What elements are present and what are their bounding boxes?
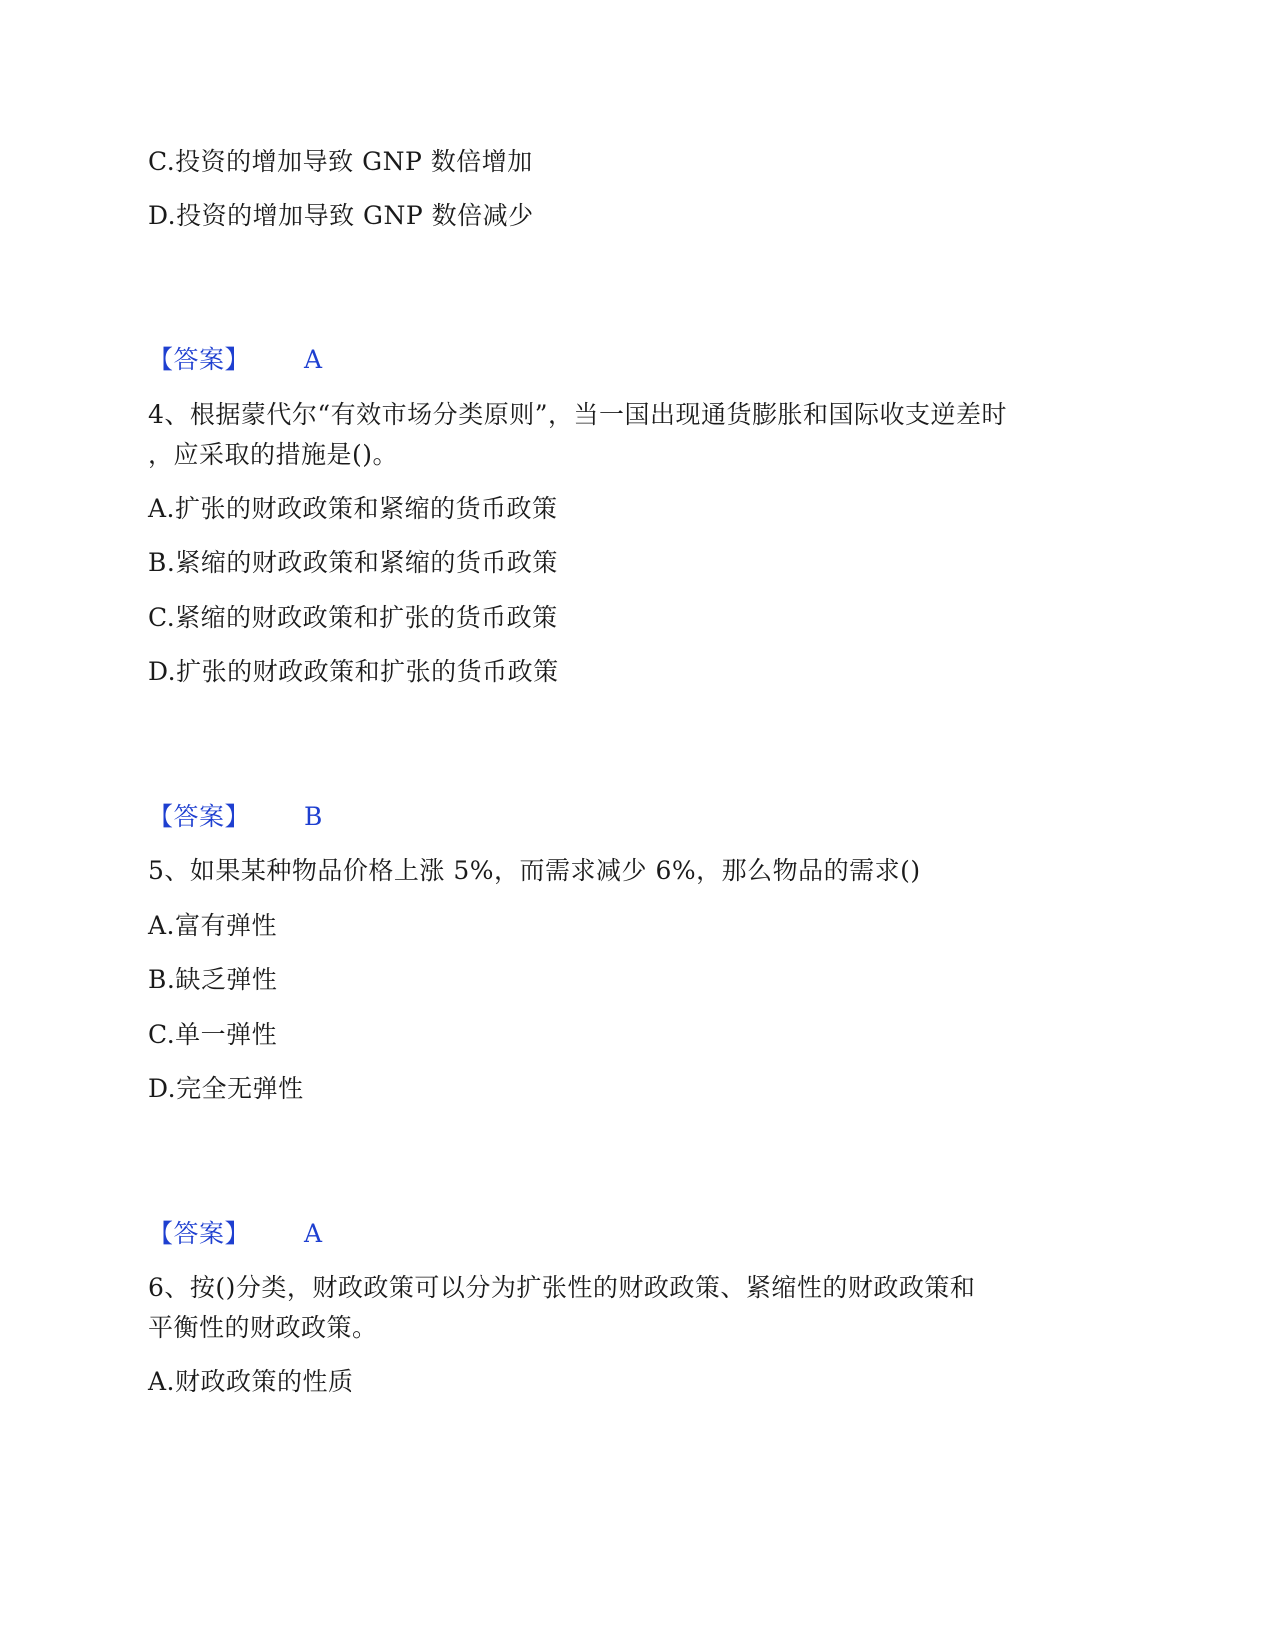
answer-label: 【答案】	[148, 802, 251, 831]
q3-option-c: C.投资的增加导致 GNP 数倍增加	[148, 147, 533, 176]
q4-option-d: D.扩张的财政政策和扩张的货币政策	[148, 657, 559, 686]
q5-option-b: B.缺乏弹性	[148, 965, 278, 994]
q6-stem-line1: 6、按()分类，财政政策可以分为扩张性的财政政策、紧缩性的财政政策和	[148, 1273, 976, 1302]
answer-letter: A	[304, 1219, 323, 1248]
q4-answer	[148, 802, 323, 832]
q5-stem: 5、如果某种物品价格上涨 5%，而需求减少 6%，那么物品的需求()	[148, 856, 921, 885]
answer-letter: B	[304, 802, 323, 831]
q6-option-a: A.财政政策的性质	[148, 1367, 354, 1396]
q4-option-b: B.紧缩的财政政策和紧缩的货币政策	[148, 548, 558, 577]
answer-label: 【答案】	[148, 345, 251, 374]
q5-option-a: A.富有弹性	[148, 911, 278, 940]
q4-stem-line2: ，应采取的措施是()。	[148, 440, 399, 469]
q6-stem-line2: 平衡性的财政政策。	[148, 1313, 378, 1342]
answer-letter: A	[304, 345, 323, 374]
q4-stem-line1: 4、根据蒙代尔“有效市场分类原则”，当一国出现通货膨胀和国际收支逆差时	[148, 400, 1007, 429]
q5-answer	[148, 1219, 323, 1249]
q5-option-c: C.单一弹性	[148, 1020, 278, 1049]
q5-option-d: D.完全无弹性	[148, 1074, 304, 1103]
q4-option-c: C.紧缩的财政政策和扩张的货币政策	[148, 603, 558, 632]
answer-label: 【答案】	[148, 1219, 251, 1248]
q3-option-d: D.投资的增加导致 GNP 数倍减少	[148, 201, 534, 230]
q3-answer	[148, 345, 323, 375]
q4-option-a: A.扩张的财政政策和紧缩的货币政策	[148, 494, 558, 523]
